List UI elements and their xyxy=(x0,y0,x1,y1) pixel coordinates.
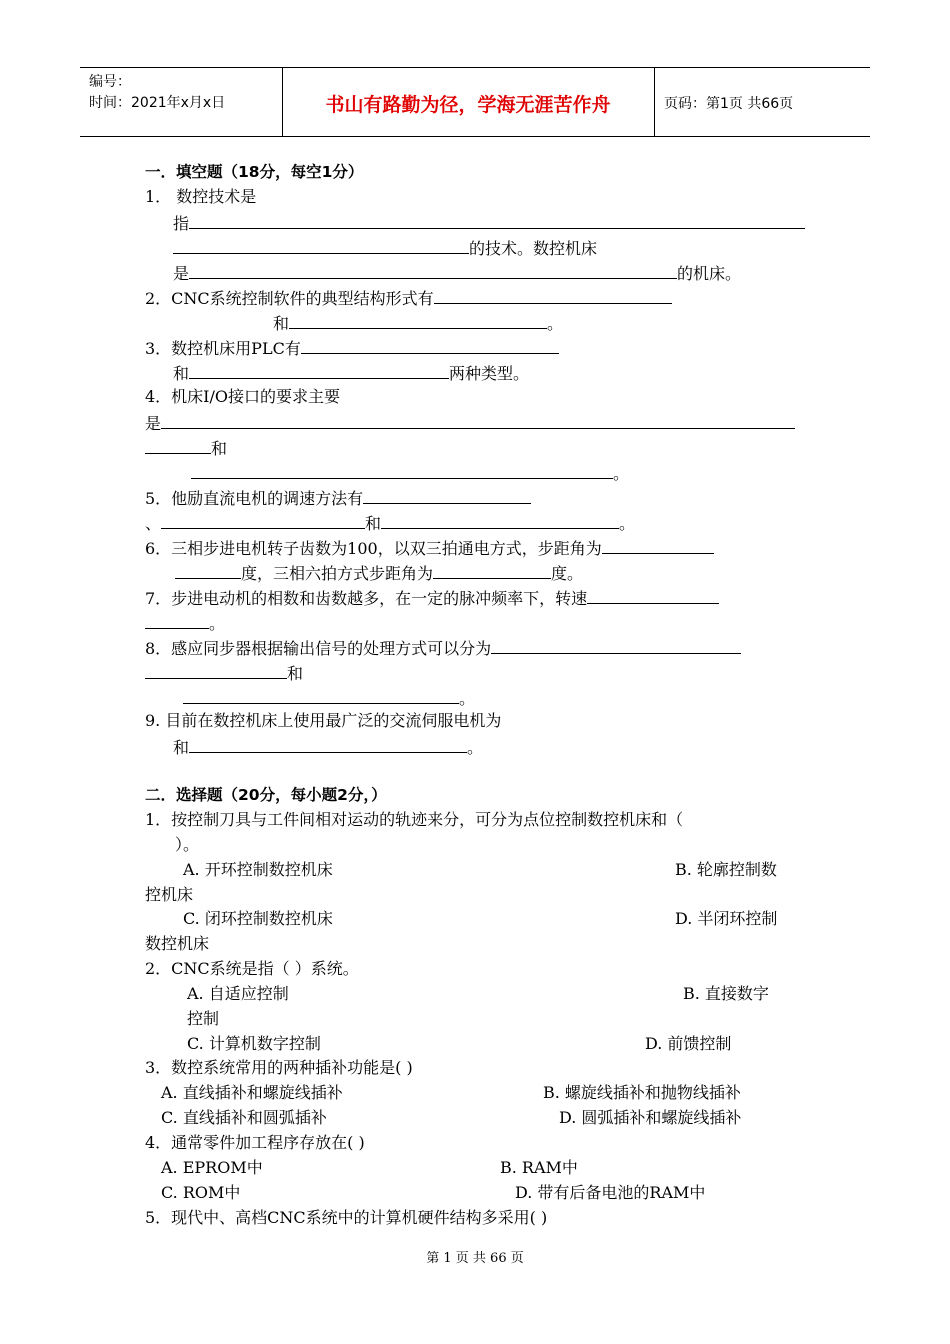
question-3-line-1 xyxy=(145,337,559,359)
header-motto: 书山有路勤为径，学海无涯苦作舟 xyxy=(325,94,611,116)
q3-text-c: 两种类型。 xyxy=(449,364,530,383)
mc-q4-option-a[interactable]: A. EPROM中 xyxy=(161,1158,263,1177)
question-5-line-1 xyxy=(145,487,531,509)
question-1-line-4 xyxy=(173,262,741,284)
mc-q3-option-d[interactable]: D. 圆弧插补和螺旋线插补 xyxy=(559,1108,742,1127)
q1-text-a: 1． 数控技术是 xyxy=(145,187,257,206)
answer-blank[interactable] xyxy=(191,462,613,479)
mc-q1-option-a[interactable]: A. 开环控制数控机床 xyxy=(183,860,333,879)
mc-q4-option-b[interactable]: B. RAM中 xyxy=(500,1158,578,1177)
q1-text-e: 的机床。 xyxy=(677,264,742,283)
answer-blank[interactable] xyxy=(145,662,287,679)
mc-q2-option-c[interactable]: C. 计算机数字控制 xyxy=(187,1034,321,1053)
q6-text-c: 度。 xyxy=(551,564,584,583)
answer-blank[interactable] xyxy=(189,362,449,379)
q4-text-d: 。 xyxy=(613,464,630,483)
mc-question-2: 2．CNC系统是指（ ）系统。 xyxy=(145,959,359,978)
mc-question-3: 3．数控系统常用的两种插补功能是( ) xyxy=(145,1058,413,1077)
question-4-line-3 xyxy=(145,437,227,459)
q7-text-a: 7．步进电动机的相数和齿数越多，在一定的脉冲频率下，转速 xyxy=(145,589,588,608)
q9-text-a: 9. 目前在数控机床上使用最广泛的交流伺服电机为 xyxy=(145,711,502,730)
mc-q1-option-d-continued: 数控机床 xyxy=(145,934,210,953)
header-page-info: 页码：第1页 共66页 xyxy=(664,96,794,112)
answer-blank[interactable] xyxy=(433,562,551,579)
question-8-line-3 xyxy=(183,687,475,709)
question-5-line-2 xyxy=(145,512,635,534)
answer-blank[interactable] xyxy=(161,412,795,429)
answer-blank[interactable] xyxy=(173,237,469,254)
question-9-line-1 xyxy=(145,711,501,731)
q1-text-d: 是 xyxy=(173,264,190,283)
question-4-line-4 xyxy=(191,462,629,484)
question-1-line-2 xyxy=(173,212,805,234)
question-7-line-2 xyxy=(145,612,225,634)
answer-blank[interactable] xyxy=(183,687,459,704)
answer-blank[interactable] xyxy=(189,262,677,279)
question-2-line-2 xyxy=(273,312,563,334)
q2-text-c: 。 xyxy=(547,314,564,333)
answer-blank[interactable] xyxy=(175,562,241,579)
section-title-fill-blank: 一．填空题（18分，每空1分） xyxy=(145,163,364,181)
q6-text-a: 6．三相步进电机转子齿数为100，以双三拍通电方式，步距角为 xyxy=(145,539,602,558)
answer-blank[interactable] xyxy=(381,512,619,529)
q8-text-c: 。 xyxy=(459,689,476,708)
answer-blank[interactable] xyxy=(289,312,547,329)
mc-q1-option-d[interactable]: D. 半闭环控制 xyxy=(675,909,778,928)
q9-text-c: 。 xyxy=(467,738,484,757)
q3-text-a: 3．数控机床用PLC有 xyxy=(145,339,301,358)
question-4-line-1 xyxy=(145,387,340,407)
question-6-line-1 xyxy=(145,537,714,559)
q3-text-b: 和 xyxy=(173,364,190,383)
header-left xyxy=(89,72,225,114)
question-1-line-1 xyxy=(145,187,256,207)
q4-text-b: 是 xyxy=(145,414,162,433)
mc-q2-option-d[interactable]: D. 前馈控制 xyxy=(645,1034,732,1053)
answer-blank[interactable] xyxy=(145,437,211,454)
answer-blank[interactable] xyxy=(161,512,365,529)
section-title-multiple-choice: 二．选择题（20分，每小题2分，） xyxy=(145,786,387,804)
mc-q3-option-a[interactable]: A. 直线插补和螺旋线插补 xyxy=(161,1083,343,1102)
answer-blank[interactable] xyxy=(434,287,672,304)
q5-text-b: 、 xyxy=(145,514,162,533)
q6-text-b: 度，三相六拍方式步距角为 xyxy=(241,564,434,583)
q8-text-a: 8．感应同步器根据输出信号的处理方式可以分为 xyxy=(145,639,492,658)
question-2-line-1 xyxy=(145,287,672,309)
question-7-line-1 xyxy=(145,587,719,609)
date-label: 时间：2021年x月x日 xyxy=(89,95,226,111)
q9-text-b: 和 xyxy=(173,738,190,757)
question-6-line-2 xyxy=(175,562,583,584)
q5-text-c: 和 xyxy=(365,514,382,533)
q5-text-d: 。 xyxy=(619,514,636,533)
mc-q1-option-c[interactable]: C. 闭环控制数控机床 xyxy=(183,909,333,928)
mc-question-1-close: ）。 xyxy=(175,835,200,854)
number-label: 编号： xyxy=(89,74,131,90)
question-3-line-2 xyxy=(173,362,529,384)
mc-q1-option-b[interactable]: B. 轮廓控制数 xyxy=(675,860,777,879)
answer-blank[interactable] xyxy=(602,537,714,554)
answer-blank[interactable] xyxy=(145,612,209,629)
mc-question-5: 5．现代中、高档CNC系统中的计算机硬件结构多采用( ) xyxy=(145,1208,548,1227)
answer-blank[interactable] xyxy=(189,212,805,229)
question-1-line-3 xyxy=(173,237,597,259)
q1-text-c: 的技术。数控机床 xyxy=(469,239,598,258)
mc-question-4: 4．通常零件加工程序存放在( ) xyxy=(145,1133,365,1152)
header-divider xyxy=(654,68,655,136)
q2-text-b: 和 xyxy=(273,314,290,333)
question-9-line-2 xyxy=(173,736,483,758)
question-8-line-2 xyxy=(145,662,303,684)
document-header xyxy=(80,67,870,137)
mc-q4-option-d[interactable]: D. 带有后备电池的RAM中 xyxy=(515,1183,706,1202)
answer-blank[interactable] xyxy=(301,337,559,354)
mc-q3-option-b[interactable]: B. 螺旋线插补和抛物线插补 xyxy=(543,1083,741,1102)
answer-blank[interactable] xyxy=(491,637,741,654)
mc-q4-option-c[interactable]: C. ROM中 xyxy=(161,1183,241,1202)
q1-text-b: 指 xyxy=(173,214,190,233)
question-4-line-2 xyxy=(145,412,795,434)
answer-blank[interactable] xyxy=(189,736,467,753)
mc-q2-option-a[interactable]: A. 自适应控制 xyxy=(187,984,289,1003)
q7-text-b: 。 xyxy=(209,614,226,633)
q8-text-b: 和 xyxy=(287,664,304,683)
mc-q3-option-c[interactable]: C. 直线插补和圆弧插补 xyxy=(161,1108,327,1127)
mc-question-1: 1．按控制刀具与工件间相对运动的轨迹来分，可分为点位控制数控机床和（ xyxy=(145,810,684,829)
question-8-line-1 xyxy=(145,637,741,659)
mc-q2-option-b-continued: 控制 xyxy=(187,1009,220,1028)
mc-q2-option-b[interactable]: B. 直接数字 xyxy=(683,984,769,1003)
q4-text-c: 和 xyxy=(211,439,228,458)
answer-blank[interactable] xyxy=(587,587,719,604)
mc-q1-option-b-continued: 控机床 xyxy=(145,885,194,904)
page-footer: 第 1 页 共 66 页 xyxy=(426,1251,524,1266)
q4-text-a: 4．机床Ⅰ/O接口的要求主要 xyxy=(145,387,341,406)
answer-blank[interactable] xyxy=(363,487,531,504)
q5-text-a: 5．他励直流电机的调速方法有 xyxy=(145,489,364,508)
q2-text-a: 2．CNC系统控制软件的典型结构形式有 xyxy=(145,289,434,308)
